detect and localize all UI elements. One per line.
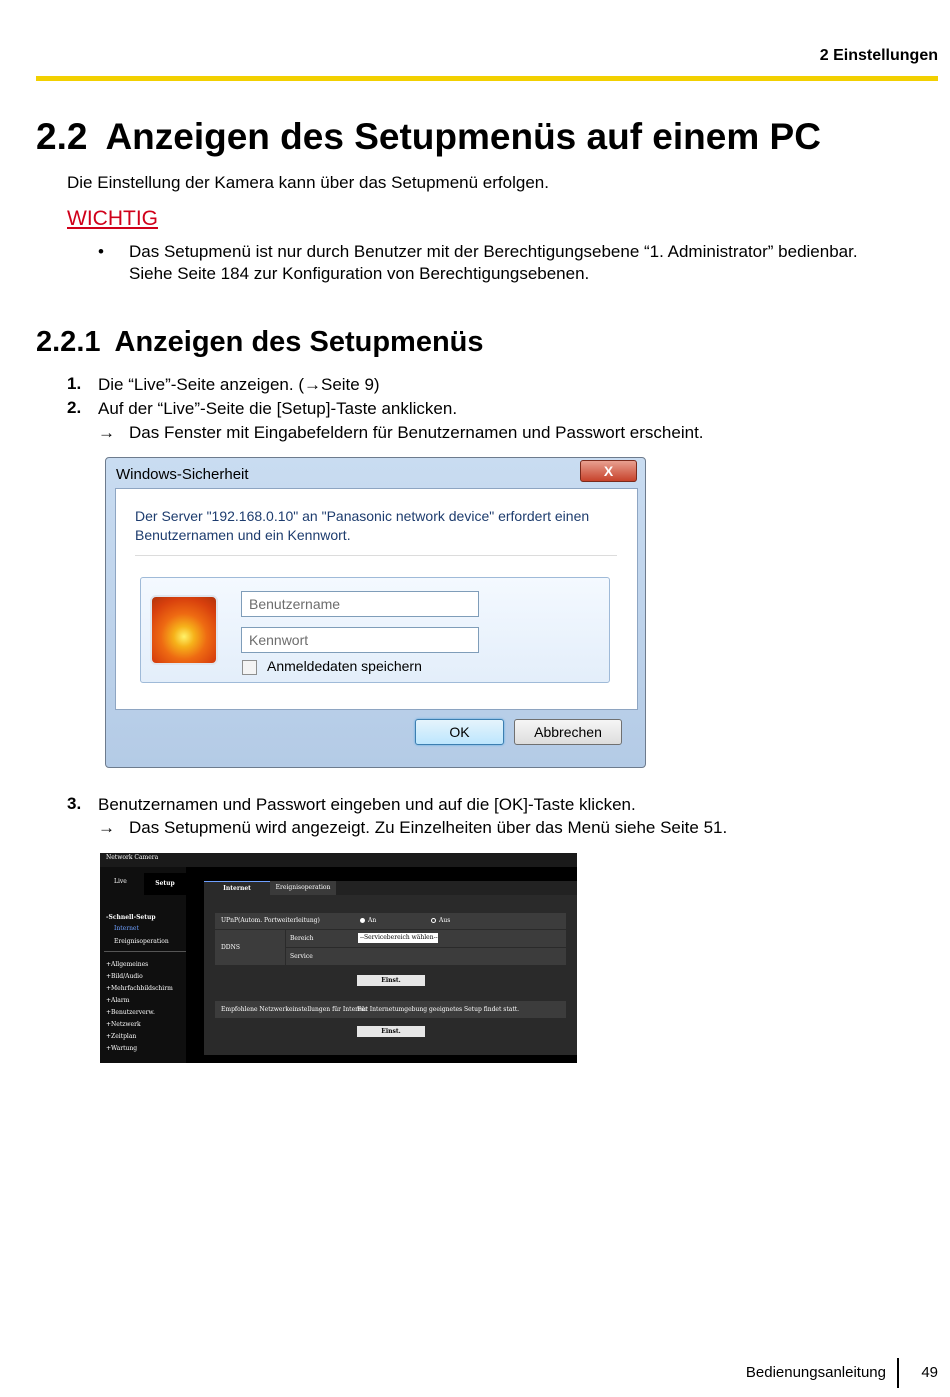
step-1-number: 1. xyxy=(67,374,82,393)
remember-checkbox[interactable] xyxy=(242,660,257,675)
menu-item[interactable]: +Allgemeines xyxy=(106,961,149,968)
subsection-heading xyxy=(36,326,484,359)
subsection-title: Anzeigen des Setupmenüs xyxy=(114,326,484,358)
login-dialog xyxy=(105,457,646,768)
footer-label: Bedienungsanleitung xyxy=(745,1364,886,1381)
section-title: Anzeigen des Setupmenüs auf einem PC xyxy=(105,116,821,157)
result-arrow-icon: → xyxy=(98,818,115,837)
set-button[interactable]: Einst. xyxy=(357,975,425,986)
ddns-label: DDNS xyxy=(221,944,240,951)
chapter-header: 2 Einstellungen xyxy=(819,47,938,64)
cancel-button[interactable]: Abbrechen xyxy=(514,719,622,745)
tab-internet[interactable]: Internet xyxy=(204,881,270,896)
important-line-2: Siehe Seite 184 zur Konfiguration von Berechtigungsebenen. xyxy=(129,264,590,283)
recommended-text: Für Internetumgebung geeignetes Setup findet statt. xyxy=(357,1006,520,1013)
quick-item-event[interactable]: Ereignisoperation xyxy=(114,938,169,945)
menu-item[interactable]: +Wartung xyxy=(106,1045,138,1052)
footer-divider xyxy=(897,1358,899,1388)
important-label: WICHTIG xyxy=(67,207,158,230)
off-radio[interactable] xyxy=(431,918,436,923)
bullet-icon: • xyxy=(98,242,104,261)
set-button[interactable]: Einst. xyxy=(357,1026,425,1037)
remember-label: Anmeldedaten speichern xyxy=(267,658,422,674)
setup-brand: Network Camera xyxy=(106,854,159,861)
menu-item[interactable]: +Benutzerverw. xyxy=(106,1009,155,1016)
recommended-label: Empfohlene Netzwerkeinstellungen für Internet xyxy=(221,1006,368,1013)
credential-panel xyxy=(140,577,610,683)
subsection-number: 2.2.1 xyxy=(36,326,101,358)
service-label: Service xyxy=(290,953,313,960)
section-number: 2.2 xyxy=(36,116,88,157)
quick-item-internet[interactable]: Internet xyxy=(114,925,139,932)
menu-item[interactable]: +Bild/Audio xyxy=(106,973,143,980)
step-3-text: Benutzernamen und Passwort eingeben und auf die [OK]-Taste klicken. xyxy=(98,795,636,814)
live-tab[interactable]: Live xyxy=(114,878,127,885)
username-input[interactable]: Benutzername xyxy=(241,591,479,617)
important-line-1: Das Setupmenü ist nur durch Benutzer mit der Berechtigungsebene “1. Administrator” bedienbar. xyxy=(129,242,858,261)
sidebar-divider xyxy=(104,951,186,952)
on-radio[interactable] xyxy=(360,918,365,923)
menu-item[interactable]: +Netzwerk xyxy=(106,1021,141,1028)
bereich-select[interactable]: --Servicebereich wählen-- xyxy=(360,934,438,941)
dialog-message-line-1: Der Server "192.168.0.10" an "Panasonic network device" erfordert einen xyxy=(135,508,590,524)
close-icon[interactable]: X xyxy=(580,460,637,482)
step-3-result: Das Setupmenü wird angezeigt. Zu Einzelheiten über das Menü siehe Seite 51. xyxy=(129,818,728,837)
tab-event[interactable]: Ereignisoperation xyxy=(270,881,336,895)
page-number: 49 xyxy=(921,1364,938,1381)
menu-item[interactable]: +Alarm xyxy=(106,997,130,1004)
service-row xyxy=(286,948,566,965)
menu-item[interactable]: +Zeitplan xyxy=(106,1033,137,1040)
setup-tab[interactable]: Setup xyxy=(144,873,186,895)
setup-menu-screenshot xyxy=(100,853,577,1063)
password-input[interactable]: Kennwort xyxy=(241,627,479,653)
on-label: An xyxy=(368,917,377,924)
off-label: Aus xyxy=(439,917,451,924)
bereich-label: Bereich xyxy=(290,935,314,942)
dialog-divider xyxy=(135,555,617,556)
upnp-label: UPnP(Autom. Portweiterleitung) xyxy=(221,917,320,924)
menu-item[interactable]: +Mehrfachbildschirm xyxy=(106,985,173,992)
step-2-result: Das Fenster mit Eingabefeldern für Benutzernamen und Passwort erscheint. xyxy=(129,423,704,442)
ok-button[interactable]: OK xyxy=(415,719,504,745)
dialog-body xyxy=(115,488,638,710)
step-2-number: 2. xyxy=(67,398,82,417)
result-arrow-icon: → xyxy=(98,423,115,442)
setup-top-bar xyxy=(100,853,577,867)
quick-setup[interactable]: -Schnell-Setup xyxy=(106,914,156,921)
step-1-text: Die “Live”-Seite anzeigen. (→Seite 9) xyxy=(98,375,380,394)
step-3-number: 3. xyxy=(67,794,82,813)
user-avatar-icon xyxy=(150,595,218,665)
section-intro: Die Einstellung der Kamera kann über das Setupmenü erfolgen. xyxy=(67,173,549,192)
dialog-message xyxy=(135,507,589,545)
dialog-message-line-2: Benutzernamen und ein Kennwort. xyxy=(135,527,351,543)
section-heading xyxy=(36,116,821,158)
header-rule xyxy=(36,76,938,81)
step-2-text: Auf der “Live”-Seite die [Setup]-Taste anklicken. xyxy=(98,399,458,418)
dialog-title: Windows-Sicherheit xyxy=(116,466,249,483)
